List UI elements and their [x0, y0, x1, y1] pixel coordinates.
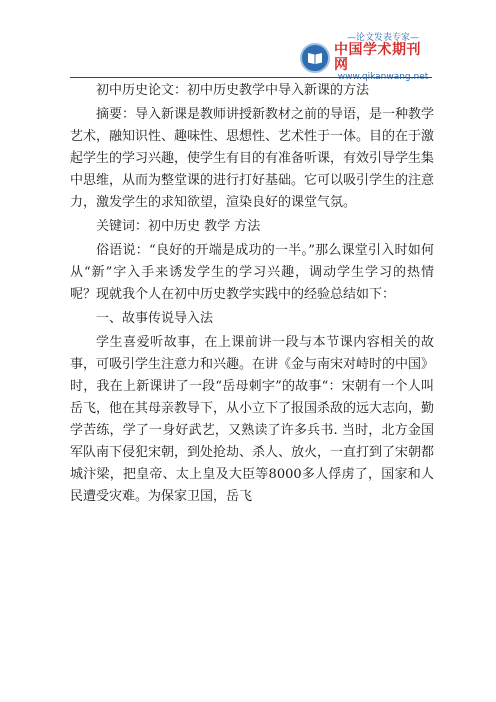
logo-tagline: —论文发表专家— [346, 32, 419, 43]
book-emblem-icon [300, 43, 330, 73]
header-divider [70, 77, 432, 78]
document-title: 初中历史论文：初中历史教学中导入新课的方法 [96, 83, 370, 98]
site-logo [300, 32, 432, 82]
abstract-paragraph: 摘要：导入新课是教师讲授新教材之前的导语，是一种教学艺术，融知识性、趣味性、思想性、艺术性于一体。目的在于激起学生的学习兴趣，使学生有目的有准备听课，有效引导学生集中思维，从而为整堂课的进行打好基础。它可以吸引学生的注意力，激发学生的求知欲望，渲染良好的课堂气氛。 [70, 107, 435, 210]
section-paragraph: 学生喜爱听故事，在上课前讲一段与本节课内容相关的故事，可吸引学生注意力和兴趣。在讲《金与南宋对峙时的中国》时，我在上新课讲了一段“岳母刺字”的故事“：宋朝有一个人叫岳飞，他在其母亲教导下，从小立下了报国杀敌的远大志向，勤学苦练，学了一身好武艺，又熟读了许多兵书. 当时，北方金国军队南下侵犯宋朝，到处抢劫、杀人、放火，一直打到了宋朝都城汴梁，把皇帝、太上皇及大臣等8000多人俘虏了，国家和人民遭受灾难。为保家卫国，岳飞 [70, 335, 435, 504]
intro-paragraph: 俗语说：“良好的开端是成功的一半。”那么课堂引入时如何从“新”字入手来诱发学生的学习兴趣，调动学生学习的热情呢？现就我个人在初中历史教学实践中的经验总结如下： [70, 243, 434, 302]
logo-url[interactable]: www.qikanwang.net [337, 71, 429, 82]
logo-text [334, 34, 432, 82]
document-body [70, 80, 434, 508]
keywords-line: 关键词：初中历史 教学 方法 [96, 219, 261, 234]
section-heading: 一、故事传说导入法 [96, 311, 214, 326]
logo-name: 中国学术期刊网 [334, 42, 421, 73]
